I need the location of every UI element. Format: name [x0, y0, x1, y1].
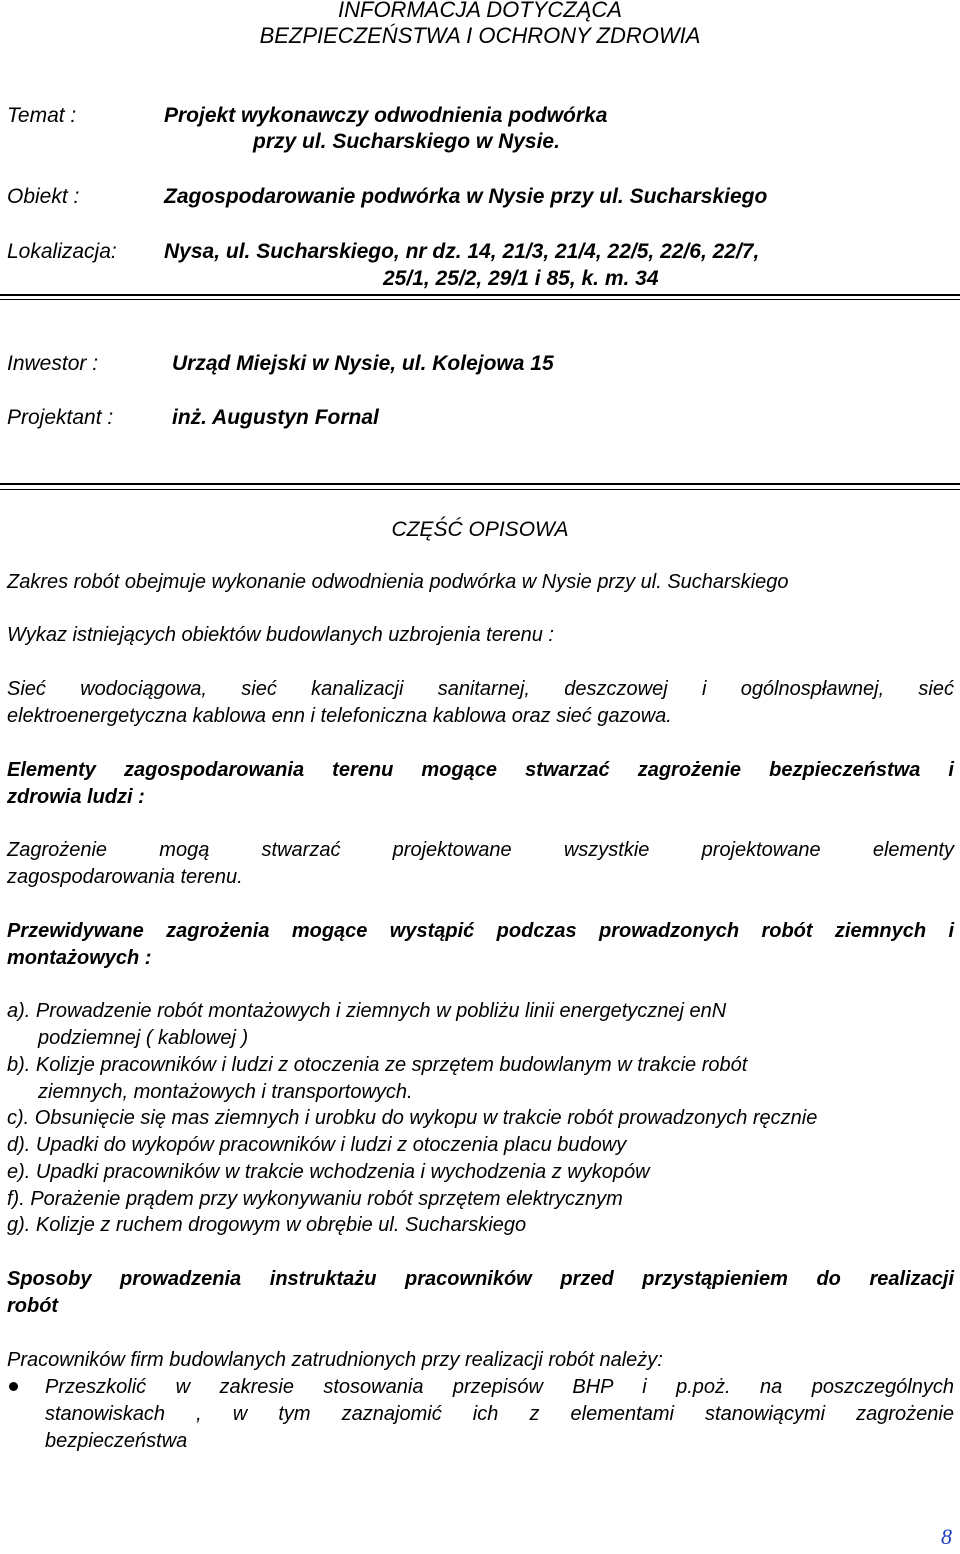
list-item-g: g). Kolizje z ruchem drogowym w obrębie ul. Sucharskiego — [7, 1214, 527, 1236]
list-item-e: e). Upadki pracowników w trakcie wchodzenia i wychodzenia z wykopów — [7, 1161, 650, 1183]
temat-value-line2: przy ul. Sucharskiego w Nysie. — [253, 130, 560, 153]
sposoby-heading-line2: robót — [7, 1295, 59, 1317]
document-title-line1: INFORMACJA DOTYCZĄCA — [338, 0, 622, 22]
list-item-d: d). Upadki do wykopów pracowników i ludzi z otoczenia placu budowy — [7, 1134, 627, 1156]
elementy-heading-line1: Elementy zagospodarowania terenu mogące stwarzać zagrożenie bezpieczeństwa i — [7, 759, 954, 781]
zagrozenia-heading-line2: montażowych : — [7, 947, 152, 969]
projektant-label: Projektant : — [7, 406, 114, 429]
bullet-text-line1: Przeszkolić w zakresie stosowania przepisów BHP i p.poż. na poszczególnych — [45, 1376, 954, 1398]
elementy-text-line2: zagospodarowania terenu. — [7, 866, 243, 888]
inwestor-value: Urząd Miejski w Nysie, ul. Kolejowa 15 — [172, 352, 554, 375]
pracownikow-text: Pracowników firm budowlanych zatrudnionych przy realizacji robót należy: — [7, 1349, 663, 1371]
section-heading: CZĘŚĆ OPISOWA — [391, 518, 569, 541]
wykaz-text-line2: elektroenergetyczna kablowa enn i telefoniczna kablowa oraz sieć gazowa. — [7, 705, 672, 727]
zakres-text: Zakres robót obejmuje wykonanie odwodnienia podwórka w Nysie przy ul. Sucharskiego — [7, 571, 789, 593]
wykaz-text-line1: Sieć wodociągowa, sieć kanalizacji sanitarnej, deszczowej i ogólnospławnej, sieć — [7, 678, 954, 700]
divider-middle-thin — [0, 489, 960, 490]
divider-top-thin — [0, 299, 960, 300]
list-item-b-cont: ziemnych, montażowych i transportowych. — [38, 1081, 413, 1103]
bullet-text-line3: bezpieczeństwa — [45, 1430, 188, 1452]
zagrozenia-heading-line1: Przewidywane zagrożenia mogące wystąpić podczas prowadzonych robót ziemnych i — [7, 920, 954, 942]
elementy-heading-line2: zdrowia ludzi : — [7, 786, 145, 808]
wykaz-heading: Wykaz istniejących obiektów budowlanych uzbrojenia terenu : — [7, 624, 554, 646]
divider-top — [0, 294, 960, 296]
divider-middle — [0, 483, 960, 485]
list-item-a-cont: podziemnej ( kablowej ) — [38, 1027, 249, 1049]
list-item-b: b). Kolizje pracowników i ludzi z otoczenia ze sprzętem budowlanym w trakcie robót — [7, 1054, 748, 1076]
obiekt-value: Zagospodarowanie podwórka w Nysie przy ul. Sucharskiego — [164, 185, 768, 208]
inwestor-label: Inwestor : — [7, 352, 99, 375]
lokalizacja-value-line2: 25/1, 25/2, 29/1 i 85, k. m. 34 — [383, 267, 659, 290]
lokalizacja-value-line1: Nysa, ul. Sucharskiego, nr dz. 14, 21/3, 21/4, 22/5, 22/6, 22/7, — [164, 240, 760, 263]
lokalizacja-label: Lokalizacja: — [7, 240, 117, 263]
list-item-a: a). Prowadzenie robót montażowych i ziemnych w pobliżu linii energetycznej enN — [7, 1000, 727, 1022]
document-title-line2: BEZPIECZEŃSTWA I OCHRONY ZDROWIA — [259, 23, 701, 48]
bullet-dot — [9, 1382, 18, 1391]
obiekt-label: Obiekt : — [7, 185, 80, 208]
temat-label: Temat : — [7, 104, 77, 127]
list-item-c: c). Obsunięcie się mas ziemnych i urobku do wykopu w trakcie robót prowadzonych ręcznie — [7, 1107, 818, 1129]
elementy-text-line1: Zagrożenie mogą stwarzać projektowane wszystkie projektowane elementy — [7, 839, 954, 861]
temat-value-line1: Projekt wykonawczy odwodnienia podwórka — [164, 104, 608, 127]
bullet-text-line2: stanowiskach , w tym zaznajomić ich z elementami stanowiącymi zagrożenie — [45, 1403, 954, 1425]
projektant-value: inż. Augustyn Fornal — [172, 406, 379, 429]
page-number: 8 — [941, 1524, 952, 1549]
list-item-f: f). Porażenie prądem przy wykonywaniu robót sprzętem elektrycznym — [7, 1188, 623, 1210]
sposoby-heading-line1: Sposoby prowadzenia instruktażu pracowników przed przystąpieniem do realizacji — [7, 1268, 954, 1290]
